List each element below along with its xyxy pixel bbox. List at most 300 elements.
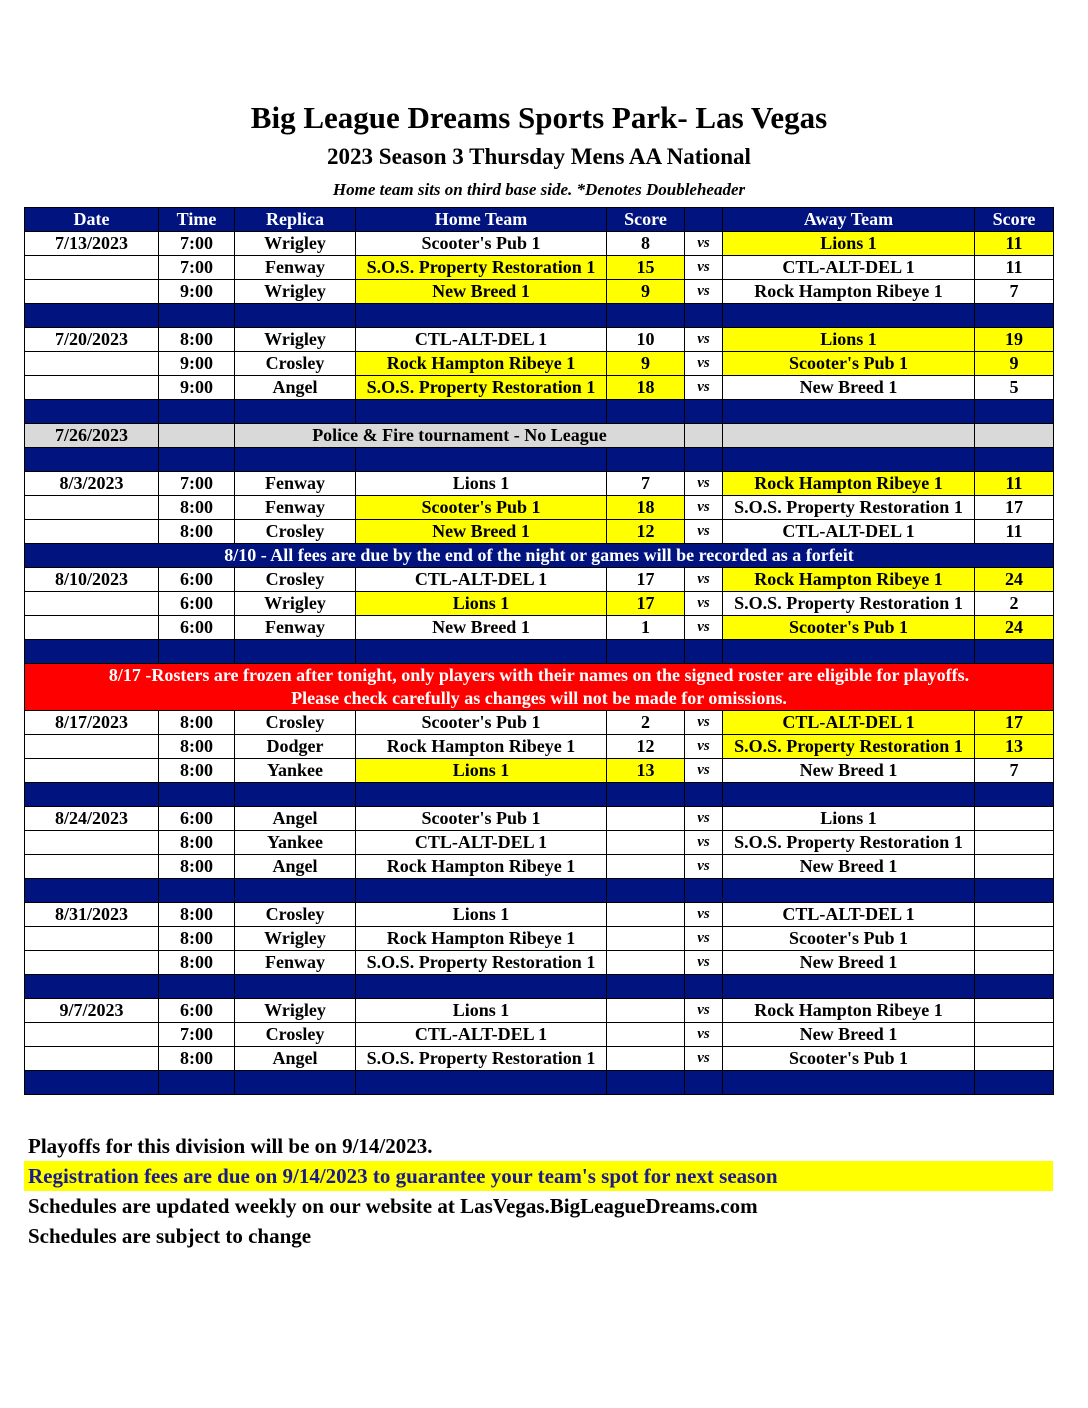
separator-cell <box>235 448 356 472</box>
home-score <box>607 1023 685 1047</box>
separator-cell <box>607 1071 685 1095</box>
separator-cell <box>235 879 356 903</box>
vs-cell: vs <box>685 592 723 616</box>
game-date <box>25 352 159 376</box>
separator-cell <box>723 783 975 807</box>
game-row <box>25 616 1054 640</box>
separator-cell <box>685 783 723 807</box>
home-score: 8 <box>607 232 685 256</box>
game-time: 8:00 <box>159 735 235 759</box>
away-score: 19 <box>975 328 1054 352</box>
vs-cell <box>685 424 723 448</box>
game-row <box>25 232 1054 256</box>
vs-cell: vs <box>685 280 723 304</box>
separator-cell <box>723 640 975 664</box>
col-home-team: Home Team <box>356 208 607 232</box>
separator-cell <box>356 975 607 999</box>
away-team: CTL-ALT-DEL 1 <box>723 256 975 280</box>
game-date: 7/20/2023 <box>25 328 159 352</box>
game-time: 8:00 <box>159 759 235 783</box>
away-score: 9 <box>975 352 1054 376</box>
away-team: S.O.S. Property Restoration 1 <box>723 831 975 855</box>
footer-notes <box>24 1131 1053 1251</box>
replica-field: Wrigley <box>235 328 356 352</box>
game-date <box>25 1023 159 1047</box>
home-score: 10 <box>607 328 685 352</box>
vs-cell: vs <box>685 855 723 879</box>
separator-cell <box>159 1071 235 1095</box>
separator-cell <box>356 640 607 664</box>
game-time: 9:00 <box>159 280 235 304</box>
away-score <box>975 855 1054 879</box>
game-row <box>25 855 1054 879</box>
away-score <box>975 999 1054 1023</box>
home-team: Scooter's Pub 1 <box>356 496 607 520</box>
game-time: 8:00 <box>159 831 235 855</box>
separator-cell <box>607 304 685 328</box>
separator-cell <box>723 448 975 472</box>
separator-cell <box>685 400 723 424</box>
col-time: Time <box>159 208 235 232</box>
away-team: New Breed 1 <box>723 376 975 400</box>
away-score: 24 <box>975 568 1054 592</box>
home-team: Lions 1 <box>356 903 607 927</box>
separator-row <box>25 304 1054 328</box>
away-team: Scooter's Pub 1 <box>723 927 975 951</box>
separator-cell <box>356 1071 607 1095</box>
no-league-row <box>25 424 1054 448</box>
game-row <box>25 568 1054 592</box>
separator-cell <box>685 640 723 664</box>
separator-cell <box>25 879 159 903</box>
replica-field: Crosley <box>235 1023 356 1047</box>
home-score: 12 <box>607 520 685 544</box>
col-home-score: Score <box>607 208 685 232</box>
separator-cell <box>25 448 159 472</box>
separator-cell <box>25 304 159 328</box>
separator-row <box>25 975 1054 999</box>
separator-cell <box>685 1071 723 1095</box>
separator-cell <box>25 783 159 807</box>
vs-cell: vs <box>685 256 723 280</box>
vs-cell: vs <box>685 232 723 256</box>
home-score: 12 <box>607 735 685 759</box>
replica-field: Fenway <box>235 616 356 640</box>
separator-row <box>25 1071 1054 1095</box>
away-score <box>975 903 1054 927</box>
home-score <box>607 855 685 879</box>
home-team: S.O.S. Property Restoration 1 <box>356 951 607 975</box>
game-date <box>25 759 159 783</box>
away-team: Scooter's Pub 1 <box>723 616 975 640</box>
separator-cell <box>723 304 975 328</box>
home-team: CTL-ALT-DEL 1 <box>356 328 607 352</box>
home-score: 18 <box>607 496 685 520</box>
game-date <box>25 831 159 855</box>
replica-field: Fenway <box>235 256 356 280</box>
separator-cell <box>975 448 1054 472</box>
vs-cell: vs <box>685 903 723 927</box>
game-time: 8:00 <box>159 520 235 544</box>
game-date: 7/13/2023 <box>25 232 159 256</box>
home-team: Scooter's Pub 1 <box>356 711 607 735</box>
away-score <box>975 807 1054 831</box>
replica-field: Wrigley <box>235 927 356 951</box>
home-score: 7 <box>607 472 685 496</box>
game-time: 9:00 <box>159 352 235 376</box>
fee-notice-row <box>25 544 1054 568</box>
schedule-body <box>25 232 1054 1095</box>
home-team: Scooter's Pub 1 <box>356 807 607 831</box>
game-time: 7:00 <box>159 256 235 280</box>
home-team: S.O.S. Property Restoration 1 <box>356 376 607 400</box>
separator-cell <box>685 448 723 472</box>
home-team: CTL-ALT-DEL 1 <box>356 831 607 855</box>
home-score <box>607 927 685 951</box>
game-row <box>25 951 1054 975</box>
away-score <box>975 951 1054 975</box>
header-row <box>25 208 1054 232</box>
away-score <box>975 1023 1054 1047</box>
game-time: 8:00 <box>159 903 235 927</box>
separator-cell <box>159 783 235 807</box>
away-team: Rock Hampton Ribeye 1 <box>723 999 975 1023</box>
home-score: 18 <box>607 376 685 400</box>
away-score <box>975 831 1054 855</box>
away-team: Scooter's Pub 1 <box>723 1047 975 1071</box>
home-score: 9 <box>607 280 685 304</box>
away-score: 7 <box>975 280 1054 304</box>
vs-cell: vs <box>685 807 723 831</box>
vs-cell: vs <box>685 472 723 496</box>
away-team: New Breed 1 <box>723 951 975 975</box>
game-row <box>25 1047 1054 1071</box>
game-time: 8:00 <box>159 328 235 352</box>
vs-cell: vs <box>685 951 723 975</box>
separator-cell <box>975 400 1054 424</box>
game-date <box>25 280 159 304</box>
away-team: CTL-ALT-DEL 1 <box>723 903 975 927</box>
replica-field: Wrigley <box>235 232 356 256</box>
vs-cell: vs <box>685 520 723 544</box>
game-row <box>25 376 1054 400</box>
vs-cell: vs <box>685 759 723 783</box>
home-team: Lions 1 <box>356 472 607 496</box>
game-row <box>25 496 1054 520</box>
vs-cell: vs <box>685 735 723 759</box>
separator-row <box>25 640 1054 664</box>
away-team: Scooter's Pub 1 <box>723 352 975 376</box>
game-row <box>25 807 1054 831</box>
roster-alert <box>25 664 1054 711</box>
home-score <box>607 831 685 855</box>
home-score: 1 <box>607 616 685 640</box>
roster-alert-row <box>25 664 1054 711</box>
vs-cell: vs <box>685 376 723 400</box>
vs-cell: vs <box>685 328 723 352</box>
separator-row <box>25 400 1054 424</box>
away-score: 17 <box>975 711 1054 735</box>
schedule-note: Home team sits on third base side. *Denotes Doubleheader <box>332 180 746 199</box>
separator-cell <box>159 879 235 903</box>
replica-field: Fenway <box>235 472 356 496</box>
page-title: Big League Dreams Sports Park- Las Vegas <box>250 100 828 135</box>
replica-field: Yankee <box>235 831 356 855</box>
away-score: 11 <box>975 232 1054 256</box>
home-team: Lions 1 <box>356 759 607 783</box>
separator-cell <box>607 448 685 472</box>
replica-field: Yankee <box>235 759 356 783</box>
no-league-notice: Police & Fire tournament - No League <box>235 424 685 448</box>
game-row <box>25 1023 1054 1047</box>
game-date <box>25 496 159 520</box>
away-score: 5 <box>975 376 1054 400</box>
replica-field: Angel <box>235 376 356 400</box>
away-team: Rock Hampton Ribeye 1 <box>723 280 975 304</box>
separator-cell <box>975 879 1054 903</box>
col-vs <box>685 208 723 232</box>
home-score: 17 <box>607 592 685 616</box>
vs-cell: vs <box>685 352 723 376</box>
separator-cell <box>159 448 235 472</box>
home-score: 15 <box>607 256 685 280</box>
vs-cell: vs <box>685 927 723 951</box>
replica-field: Crosley <box>235 352 356 376</box>
separator-cell <box>723 1071 975 1095</box>
footer-registration: Registration fees are due on 9/14/2023 to guarantee your team's spot for next season <box>24 1161 1053 1191</box>
separator-cell <box>235 304 356 328</box>
separator-cell <box>356 879 607 903</box>
home-score <box>607 807 685 831</box>
home-team: Lions 1 <box>356 999 607 1023</box>
separator-cell <box>607 783 685 807</box>
game-date <box>25 592 159 616</box>
separator-cell <box>975 1071 1054 1095</box>
home-team: Rock Hampton Ribeye 1 <box>356 927 607 951</box>
game-date <box>25 735 159 759</box>
separator-cell <box>25 640 159 664</box>
home-team: CTL-ALT-DEL 1 <box>356 568 607 592</box>
separator-cell <box>975 975 1054 999</box>
separator-cell <box>25 400 159 424</box>
home-score: 13 <box>607 759 685 783</box>
separator-cell <box>723 400 975 424</box>
away-score <box>975 1047 1054 1071</box>
game-time: 8:00 <box>159 951 235 975</box>
game-row <box>25 711 1054 735</box>
game-row <box>25 903 1054 927</box>
separator-cell <box>159 304 235 328</box>
footer-playoffs: Playoffs for this division will be on 9/14/2023. <box>28 1134 433 1158</box>
separator-cell <box>685 975 723 999</box>
home-score <box>607 903 685 927</box>
replica-field: Crosley <box>235 903 356 927</box>
game-row <box>25 472 1054 496</box>
replica-field: Wrigley <box>235 999 356 1023</box>
vs-cell: vs <box>685 831 723 855</box>
separator-cell <box>159 400 235 424</box>
away-score: 11 <box>975 256 1054 280</box>
separator-cell <box>356 783 607 807</box>
game-row <box>25 999 1054 1023</box>
game-date: 8/24/2023 <box>25 807 159 831</box>
separator-cell <box>356 448 607 472</box>
game-row <box>25 280 1054 304</box>
separator-cell <box>975 640 1054 664</box>
separator-cell <box>607 640 685 664</box>
separator-cell <box>723 879 975 903</box>
away-score: 11 <box>975 520 1054 544</box>
fee-notice: 8/10 - All fees are due by the end of the night or games will be recorded as a forfeit <box>25 544 1054 568</box>
away-team: S.O.S. Property Restoration 1 <box>723 735 975 759</box>
away-score: 2 <box>975 592 1054 616</box>
away-team: New Breed 1 <box>723 855 975 879</box>
game-row <box>25 831 1054 855</box>
game-date: 8/3/2023 <box>25 472 159 496</box>
away-score: 11 <box>975 472 1054 496</box>
game-row <box>25 520 1054 544</box>
game-date <box>25 616 159 640</box>
roster-alert-line: Please check carefully as changes will not be made for omissions. <box>291 688 787 708</box>
away-team: Rock Hampton Ribeye 1 <box>723 472 975 496</box>
separator-row <box>25 783 1054 807</box>
game-date <box>25 256 159 280</box>
game-date: 8/17/2023 <box>25 711 159 735</box>
replica-field: Angel <box>235 855 356 879</box>
home-score: 17 <box>607 568 685 592</box>
col-away-team: Away Team <box>723 208 975 232</box>
game-row <box>25 256 1054 280</box>
away-score: 13 <box>975 735 1054 759</box>
game-date <box>25 951 159 975</box>
away-score <box>975 424 1054 448</box>
separator-cell <box>235 640 356 664</box>
replica-field: Crosley <box>235 520 356 544</box>
separator-cell <box>235 1071 356 1095</box>
replica-field: Fenway <box>235 951 356 975</box>
game-row <box>25 592 1054 616</box>
game-time: 8:00 <box>159 855 235 879</box>
separator-cell <box>607 400 685 424</box>
replica-field: Fenway <box>235 496 356 520</box>
roster-alert-line: 8/17 -Rosters are frozen after tonight, only players with their names on the signed roster are eligible for playoffs. <box>108 665 970 685</box>
vs-cell: vs <box>685 999 723 1023</box>
away-team: Rock Hampton Ribeye 1 <box>723 568 975 592</box>
vs-cell: vs <box>685 1023 723 1047</box>
game-date <box>25 1047 159 1071</box>
separator-cell <box>25 975 159 999</box>
game-time: 8:00 <box>159 496 235 520</box>
game-date <box>25 855 159 879</box>
footer-website: Schedules are updated weekly on our website at LasVegas.BigLeagueDreams.com <box>28 1194 758 1218</box>
game-time: 8:00 <box>159 927 235 951</box>
replica-field: Wrigley <box>235 280 356 304</box>
replica-field: Crosley <box>235 568 356 592</box>
vs-cell: vs <box>685 496 723 520</box>
home-team: New Breed 1 <box>356 280 607 304</box>
col-date: Date <box>25 208 159 232</box>
game-row <box>25 328 1054 352</box>
game-row <box>25 352 1054 376</box>
away-team: New Breed 1 <box>723 1023 975 1047</box>
game-date: 9/7/2023 <box>25 999 159 1023</box>
separator-cell <box>159 975 235 999</box>
separator-cell <box>607 879 685 903</box>
replica-field: Wrigley <box>235 592 356 616</box>
home-score <box>607 999 685 1023</box>
separator-cell <box>235 400 356 424</box>
col-replica: Replica <box>235 208 356 232</box>
game-date: 7/26/2023 <box>25 424 159 448</box>
replica-field: Crosley <box>235 711 356 735</box>
game-time: 7:00 <box>159 472 235 496</box>
away-team: Lions 1 <box>723 328 975 352</box>
home-score: 2 <box>607 711 685 735</box>
col-away-score: Score <box>975 208 1054 232</box>
game-date <box>25 376 159 400</box>
game-time: 8:00 <box>159 711 235 735</box>
game-date <box>25 520 159 544</box>
vs-cell: vs <box>685 711 723 735</box>
separator-cell <box>607 975 685 999</box>
separator-row <box>25 448 1054 472</box>
game-time: 9:00 <box>159 376 235 400</box>
replica-field: Angel <box>235 807 356 831</box>
separator-cell <box>975 304 1054 328</box>
home-team: S.O.S. Property Restoration 1 <box>356 256 607 280</box>
game-row <box>25 735 1054 759</box>
home-team: New Breed 1 <box>356 616 607 640</box>
game-time: 6:00 <box>159 999 235 1023</box>
away-team: CTL-ALT-DEL 1 <box>723 520 975 544</box>
home-team: S.O.S. Property Restoration 1 <box>356 1047 607 1071</box>
home-score <box>607 951 685 975</box>
separator-cell <box>356 304 607 328</box>
home-team: Lions 1 <box>356 592 607 616</box>
footer-disclaimer: Schedules are subject to change <box>28 1224 312 1248</box>
away-team: CTL-ALT-DEL 1 <box>723 711 975 735</box>
home-team: Scooter's Pub 1 <box>356 232 607 256</box>
away-score: 17 <box>975 496 1054 520</box>
separator-cell <box>685 304 723 328</box>
replica-field: Angel <box>235 1047 356 1071</box>
separator-cell <box>235 975 356 999</box>
separator-cell <box>159 640 235 664</box>
page-subtitle: 2023 Season 3 Thursday Mens AA National <box>327 144 751 169</box>
separator-cell <box>975 783 1054 807</box>
separator-cell <box>723 975 975 999</box>
game-time: 8:00 <box>159 1047 235 1071</box>
game-date: 8/10/2023 <box>25 568 159 592</box>
game-time: 6:00 <box>159 807 235 831</box>
game-time: 6:00 <box>159 568 235 592</box>
separator-cell <box>685 879 723 903</box>
away-team: Lions 1 <box>723 807 975 831</box>
game-date: 8/31/2023 <box>25 903 159 927</box>
home-team: Rock Hampton Ribeye 1 <box>356 855 607 879</box>
vs-cell: vs <box>685 568 723 592</box>
replica-field: Dodger <box>235 735 356 759</box>
home-team: CTL-ALT-DEL 1 <box>356 1023 607 1047</box>
game-time: 6:00 <box>159 592 235 616</box>
game-time: 7:00 <box>159 232 235 256</box>
away-team: New Breed 1 <box>723 759 975 783</box>
home-score <box>607 1047 685 1071</box>
separator-cell <box>356 400 607 424</box>
away-score: 7 <box>975 759 1054 783</box>
separator-cell <box>235 783 356 807</box>
game-time: 7:00 <box>159 1023 235 1047</box>
